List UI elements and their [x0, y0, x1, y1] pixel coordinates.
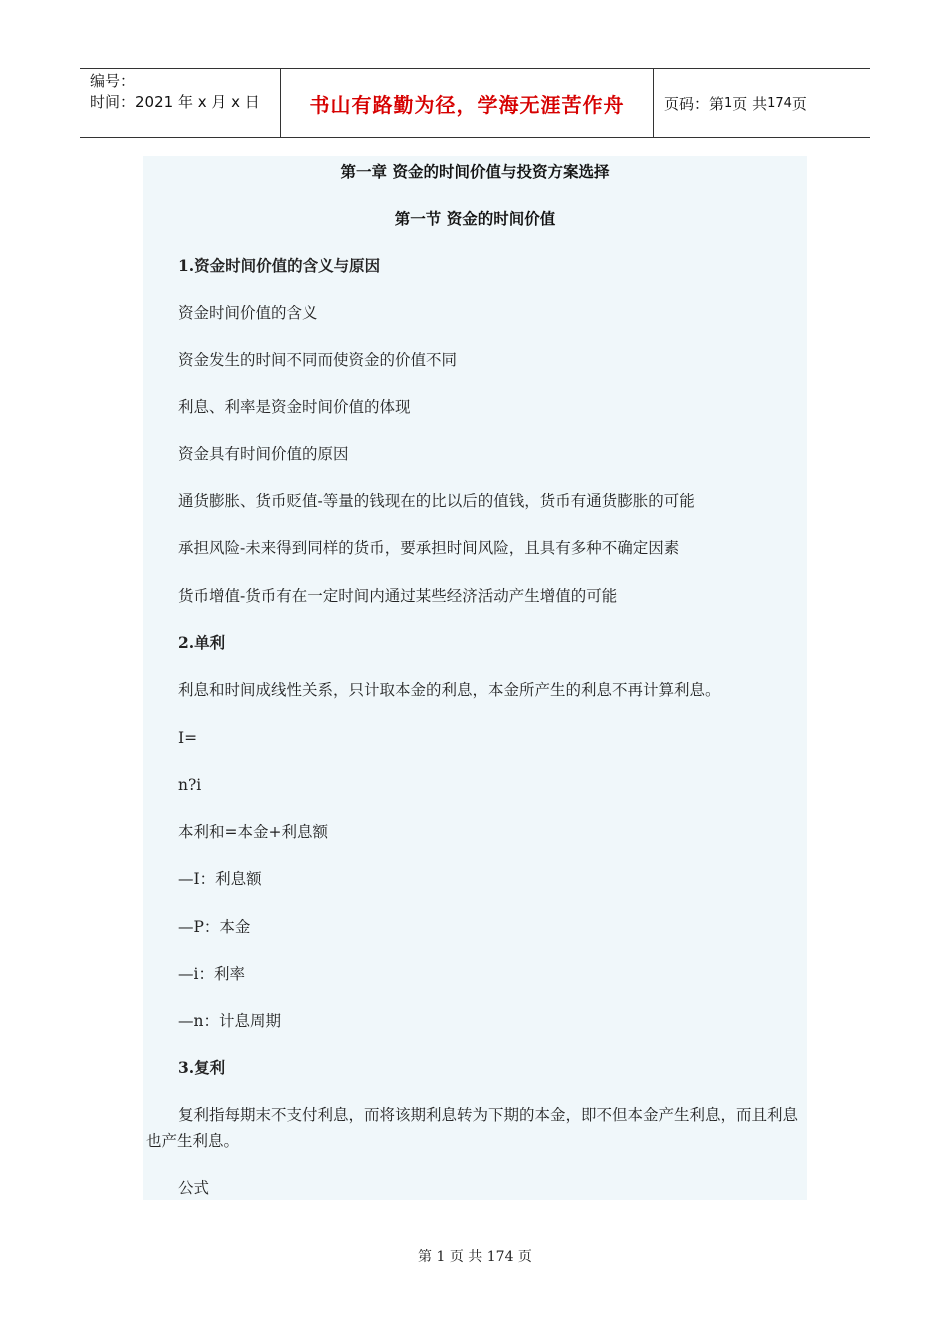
document-header [80, 68, 870, 138]
text-line: 利息、利率是资金时间价值的体现 [178, 398, 411, 416]
definition-line: —I：利息额 [178, 870, 262, 888]
page-suffix: 页 [791, 94, 807, 113]
page-prefix: 页码：第 [664, 94, 725, 113]
number-label: 编号： [90, 72, 136, 90]
page-total: 174 [767, 95, 792, 111]
definition-line: —P：本金 [178, 918, 251, 936]
page-current: 1 [724, 95, 733, 111]
heading-1: 1.资金时间价值的含义与原因 [178, 256, 381, 275]
header-meta [80, 69, 281, 137]
time-label: 时间：2021 年 x 月 x 日 [90, 93, 260, 111]
text-line: 资金发生的时间不同而使资金的价值不同 [178, 351, 458, 369]
text-line: 货币增值-货币有在一定时间内通过某些经济活动产生增值的可能 [178, 587, 618, 605]
formula-line: n?i [178, 776, 202, 794]
text-line: 利息和时间成线性关系，只计取本金的利息，本金所产生的利息不再计算利息。 [178, 681, 721, 699]
header-page-info [654, 69, 870, 137]
section-title: 第一节 资金的时间价值 [394, 209, 556, 228]
definition-line: —n：计息周期 [178, 1012, 281, 1030]
header-motto: 书山有路勤为径，学海无涯苦作舟 [281, 69, 654, 137]
text-line: 公式 [178, 1179, 210, 1197]
page-footer: 第 1 页 共 174 页 [418, 1249, 532, 1265]
text-line: 通货膨胀、货币贬值-等量的钱现在的比以后的值钱，货币有通货膨胀的可能 [178, 492, 695, 510]
heading-2: 2.单利 [178, 633, 226, 652]
chapter-title: 第一章 资金的时间价值与投资方案选择 [340, 162, 610, 181]
text-line: 本利和=本金+利息额 [178, 823, 328, 841]
heading-3: 3.复利 [178, 1058, 226, 1077]
page-middle: 页 共 [732, 94, 768, 113]
text-line: 承担风险-未来得到同样的货币，要承担时间风险，且具有多种不确定因素 [178, 539, 680, 557]
text-line: 资金时间价值的含义 [178, 304, 318, 322]
text-line: 资金具有时间价值的原因 [178, 445, 349, 463]
formula-line: I= [178, 729, 198, 747]
paragraph: 复利指每期末不支付利息，而将该期利息转为下期的本金，即不但本金产生利息，而且利息也产生利息。 [146, 1106, 799, 1150]
definition-line: —i：利率 [178, 965, 245, 983]
